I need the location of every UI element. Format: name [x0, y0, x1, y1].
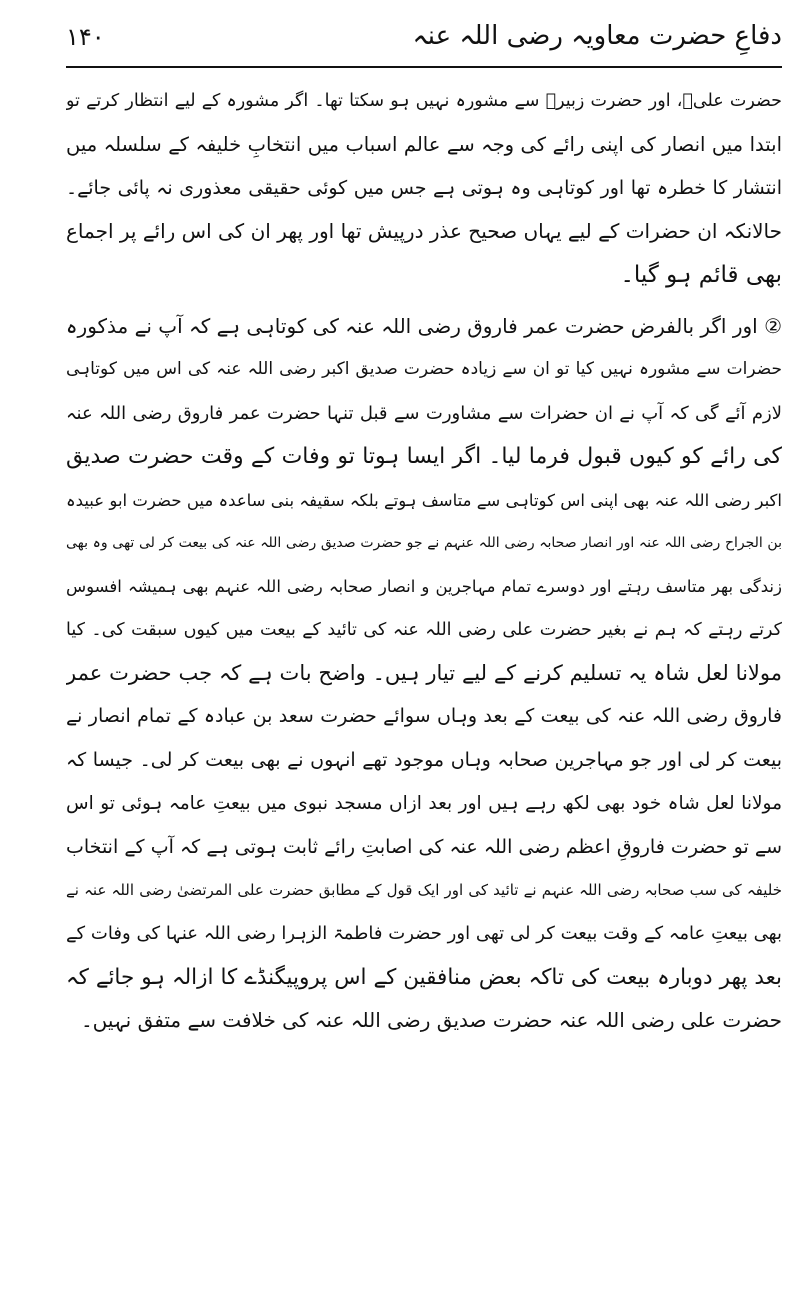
- text-line: مولانا لعل شاہ خود بھی لکھ رہے ہیں اور بعد ازاں مسجد نبوی میں بیعتِ عامہ ہوئی تو اس: [66, 793, 782, 815]
- text-line: کی رائے کو کیوں قبول فرما لیا۔ اگر ایسا ہوتا تو وفات کے وقت حضرت صدیق: [66, 444, 782, 470]
- text-line: ابتدا میں انصار کی اپنی رائے کی وجہ سے عالم اسباب میں انتخابِ خلیفہ کے سلسلہ میں: [66, 133, 782, 157]
- page-header: [66, 14, 782, 62]
- text-line: زندگی بھر متاسف رہتے اور دوسرے تمام مہاجرین و انصار صحابہ رضی اللہ عنہم بھی ہمیشہ افسوس: [66, 577, 782, 597]
- text-line: حضرت علیؓ، اور حضرت زبیرؓ سے مشورہ نہیں ہو سکتا تھا۔ اگر مشورہ کے لیے انتظار کرتے تو: [66, 91, 782, 111]
- text-line: بھی بیعتِ عامہ کے وقت بیعت کر لی تھی اور حضرت فاطمۃ الزہرا رضی اللہ عنہا کی وفات کے: [66, 923, 782, 945]
- text-line: مولانا لعل شاہ یہ تسلیم کرنے کے لیے تیار ہیں۔ واضح بات ہے کہ جب حضرت عمر: [66, 661, 782, 686]
- text-line: خلیفہ کی سب صحابہ رضی اللہ عنہم نے تائید کی اور ایک قول کے مطابق حضرت علی المرتضیٰ رضی اللہ عنہ نے: [66, 881, 782, 900]
- header-divider: [66, 66, 782, 68]
- paragraph-1: [66, 80, 782, 297]
- page-number: ۱۴۰: [66, 23, 105, 51]
- text-line: حالانکہ ان حضرات کے لیے یہاں صحیح عذر درپیش تھا اور پھر ان کی اس رائے پر اجماع: [66, 219, 782, 244]
- text-line: اکبر رضی اللہ عنہ بھی اپنی اس کوتاہی سے متاسف ہوتے بلکہ سقیفہ بنی ساعدہ میں حضرت ابو عبیدہ: [66, 490, 782, 510]
- text-line: لازم آئے گی کہ آپ نے ان حضرات سے مشاورت سے قبل تنہا حضرت عمر فاروق رضی اللہ عنہ: [66, 402, 782, 424]
- text-line: بیعت کر لی اور جو مہاجرین صحابہ وہاں موجود تھے انہوں نے بھی بیعت کر لی۔ جیسا کہ: [66, 748, 782, 771]
- text-line: سے تو حضرت فاروقِ اعظم رضی اللہ عنہ کی اصابتِ رائے ثابت ہوتی ہے کہ آپ کے انتخاب: [66, 835, 782, 858]
- paragraph-gap: [66, 297, 782, 305]
- text-line: بھی قائم ہو گیا۔: [620, 261, 782, 288]
- text-line: کرتے رہتے کہ ہم نے بغیر حضرت علی رضی اللہ عنہ کی تائید کے بیعت میں کیوں سبقت کی۔ کیا: [66, 619, 782, 640]
- paragraph-2: [66, 305, 782, 1043]
- text-line: انتشار کا خطرہ تھا اور کوتاہی وہ ہوتی ہے جس میں کوئی حقیقی معذوری نہ پائی جائے۔: [66, 176, 782, 199]
- text-line: ② اور اگر بالفرض حضرت عمر فاروق رضی اللہ عنہ کی کوتاہی ہے کہ آپ نے مذکورہ: [66, 313, 782, 338]
- running-title: دفاعِ حضرت معاویہ رضی اللہ عنہ: [412, 21, 782, 51]
- text-line: بن الجراح رضی اللہ عنہ اور انصار صحابہ رضی اللہ عنہم نے جو حضرت صدیق رضی اللہ عنہ کی بیعت کر لی تھی وہ بھی: [66, 534, 782, 551]
- text-line: حضرت علی رضی اللہ عنہ حضرت صدیق رضی اللہ عنہ کی خلافت سے متفق نہیں۔: [80, 1008, 782, 1033]
- text-line: فاروق رضی اللہ عنہ کی بیعت کے بعد وہاں سوائے حضرت سعد بن عبادہ کے تمام انصار نے: [66, 705, 782, 728]
- text-line: بعد پھر دوبارہ بیعت کی تاکہ بعض منافقین کے اس پروپیگنڈے کا ازالہ ہو جائے کہ: [66, 964, 782, 990]
- text-line: حضرات سے مشورہ نہیں کیا تو ان سے زیادہ حضرت صدیق اکبر رضی اللہ عنہ کی اس میں کوتاہی: [66, 359, 782, 380]
- body-text: [66, 80, 782, 1043]
